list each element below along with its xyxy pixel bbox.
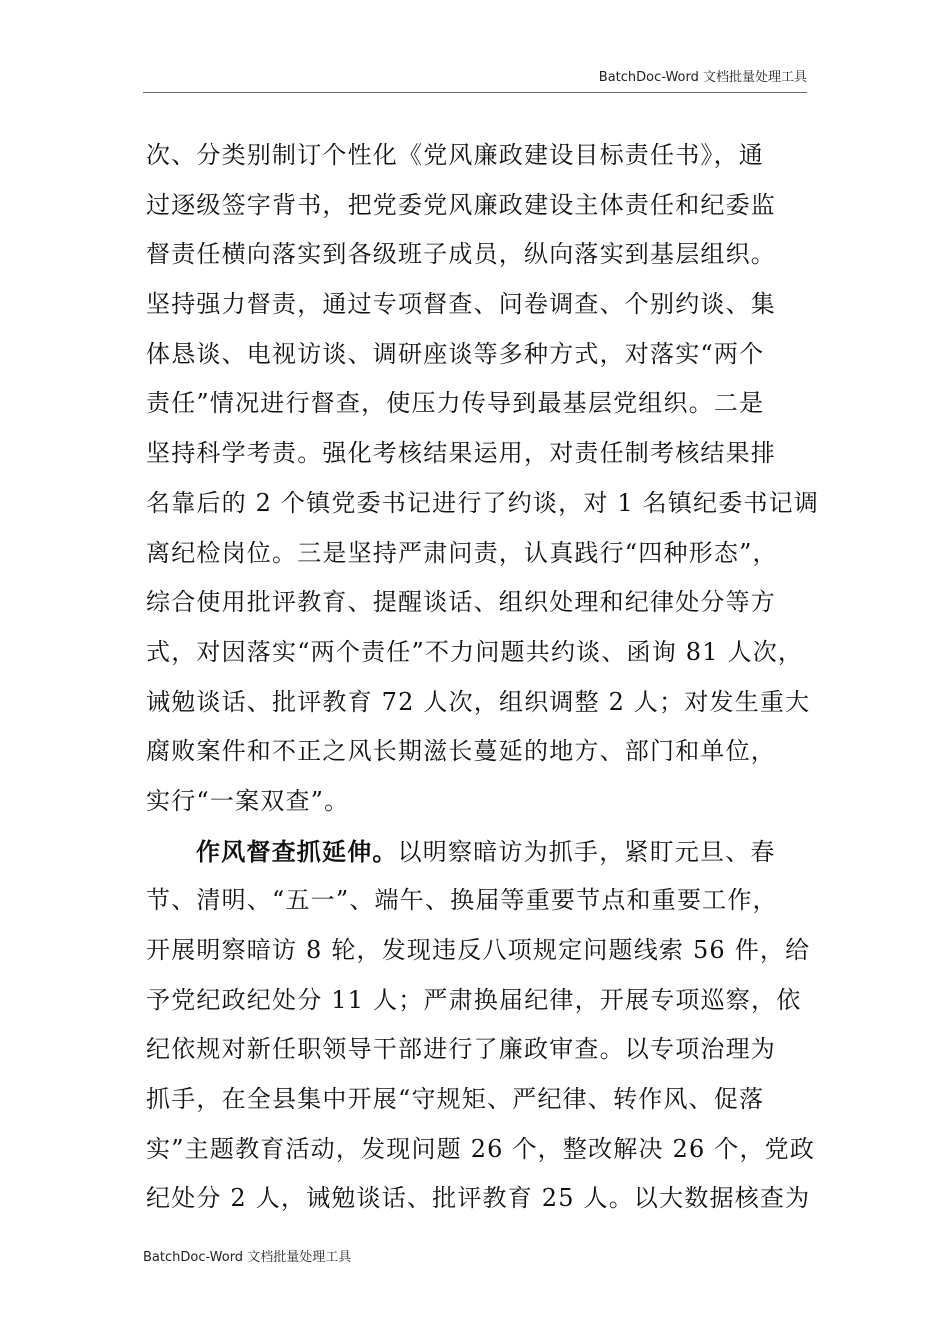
body-line: 诫勉谈话、批评教育 72 人次，组织调整 2 人；对发生重大 xyxy=(146,687,811,716)
body-line: 次、分类别制订个性化《党风廉政建设目标责任书》，通 xyxy=(146,141,764,169)
body-line: 纪依规对新任职领导干部进行了廉政审查。以专项治理为 xyxy=(146,1035,776,1064)
body-line: 予党纪政纪处分 11 人；严肃换届纪律，开展专项巡察，依 xyxy=(146,985,802,1014)
document-body xyxy=(146,131,820,1224)
body-line: 纪处分 2 人，诫勉谈话、批评教育 25 人。以大数据核查为 xyxy=(146,1184,811,1213)
paragraph-heading: 作风督查抓延伸。 xyxy=(196,836,398,866)
body-line: 过逐级签字背书，把党委党风廉政建设主体责任和纪委监 xyxy=(146,190,776,219)
body-line: 实”主题教育活动，发现问题 26 个，整改解决 26 个，党政 xyxy=(146,1134,816,1163)
body-line: 综合使用批评教育、提醒谈话、组织处理和纪律处分等方 xyxy=(146,588,776,617)
body-line: 体恳谈、电视访谈、调研座谈等多种方式，对落实“两个 xyxy=(146,339,765,368)
paragraph-first-line xyxy=(146,827,810,877)
body-line: 节、清明、“五一”、端午、换届等重要节点和重要工作， xyxy=(146,886,778,915)
body-line: 式，对因落实“两个责任”不力问题共约谈、函询 81 人次， xyxy=(146,637,804,666)
body-line: 责任”情况进行督查，使压力传导到最基层党组织。二是 xyxy=(146,389,765,418)
page-footer: BatchDoc-Word 文档批量处理工具 xyxy=(143,1250,352,1265)
header-divider xyxy=(143,92,807,93)
paragraph-text: 以明察暗访为抓手，紧盯元旦、春 xyxy=(397,837,776,866)
body-line: 实行“一案双查”。 xyxy=(146,786,350,815)
body-line: 坚持科学考责。强化考核结果运用，对责任制考核结果排 xyxy=(146,439,776,468)
body-line: 抓手，在全县集中开展“守规矩、严纪律、转作风、促落 xyxy=(146,1085,765,1114)
body-line: 离纪检岗位。三是坚持严肃问责，认真践行“四种形态”， xyxy=(146,538,778,567)
body-line: 坚持强力督责，通过专项督查、问卷调查、个别约谈、集 xyxy=(146,290,776,319)
body-line: 督责任横向落实到各级班子成员，纵向落实到基层组织。 xyxy=(146,240,776,269)
body-line: 腐败案件和不正之风长期滋长蔓延的地方、部门和单位， xyxy=(146,737,776,766)
page-header: BatchDoc-Word 文档批量处理工具 xyxy=(598,70,807,85)
body-line: 开展明察暗访 8 轮，发现违反八项规定问题线索 56 件，给 xyxy=(146,936,811,964)
body-line: 名靠后的 2 个镇党委书记进行了约谈，对 1 名镇纪委书记调 xyxy=(146,488,820,517)
